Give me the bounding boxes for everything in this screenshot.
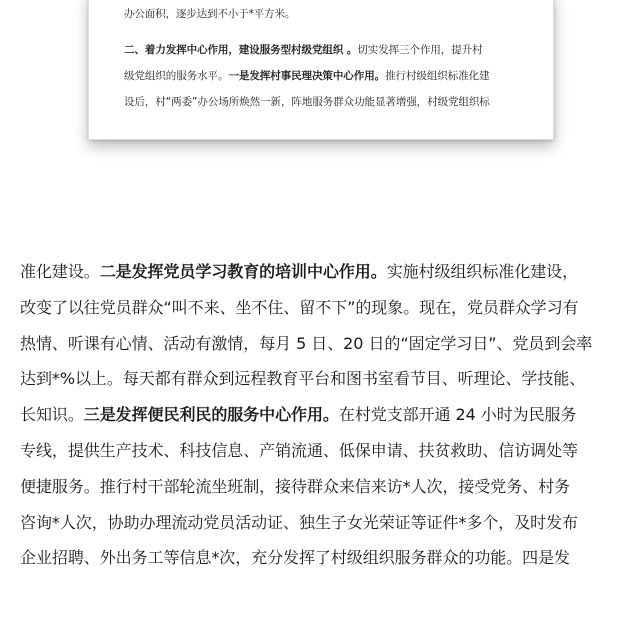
preview-bold-phrase: 一是发挥村事民理决策中心作用。 (228, 70, 386, 82)
preview-paragraph-gap (124, 27, 524, 37)
bold-phrase: 三是发挥便民利民的服务中心作用。 (83, 405, 339, 425)
bold-phrase: 二是发挥党员学习教育的培训中心作用。 (99, 262, 387, 281)
preview-text-run: 推行村级组织标准化建 (385, 70, 490, 82)
body-line-6 (20, 433, 628, 469)
text-run: 专线，提供生产技术、科技信息、产销流通、低保申请、扶贫救助、信访调处等 (20, 440, 579, 460)
preview-line-1 (124, 1, 524, 27)
body-line-5 (20, 397, 628, 433)
text-run: 便捷服务。推行村干部轮流坐班制，接待群众来信来访*人次，接受党务、村务 (20, 476, 571, 496)
text-run: 咨询*人次，协助办理流动党员活动证、独生子女光荣证等证件*多个，及时发布 (20, 512, 579, 532)
text-run: 企业招聘、外出务工等信息*次，充分发挥了村级组织服务群众的功能。四是发 (20, 548, 571, 568)
body-line-8 (20, 505, 628, 541)
text-run: 在村党支部开通 24 小时为民服务 (338, 405, 577, 425)
preview-line-2 (124, 37, 524, 63)
preview-line-4 (124, 89, 524, 115)
text-run: 热情、听课有心情、活动有激情，每月 5 日、20 日的“固定学习日”、党员到会率 (20, 333, 593, 353)
text-run: 实施村级组织标准化建设， (386, 262, 579, 281)
body-line-2 (20, 290, 628, 326)
text-run: 改变了以往党员群众“叫不来、坐不住、留不下”的现象。现在，党员群众学习有 (20, 297, 579, 317)
preview-text (124, 1, 524, 115)
body-line-1 (20, 254, 628, 290)
preview-text-run: 级党组织的服务水平。 (124, 70, 229, 82)
document-preview-card (88, 0, 554, 140)
body-line-9 (20, 540, 628, 576)
text-run: 长知识。 (20, 405, 84, 425)
preview-section-heading: 二、着力发挥中心作用，建设服务型村级党组织 。 (124, 44, 358, 56)
body-line-7 (20, 469, 628, 505)
preview-text-run: 设后，村“两委”办公场所焕然一新，阵地服务群众功能显著增强，村级党组织标 (124, 96, 490, 108)
preview-text-run: 切实发挥三个作用，提升村 (357, 44, 483, 56)
preview-text-run: 办公面积，逐步达到不小于*平方米。 (124, 8, 296, 20)
text-run: 达到*%以上。每天都有群众到远程教育平台和图书室看节目、听理论、学技能、 (20, 369, 586, 389)
preview-line-3 (124, 63, 524, 89)
body-line-4 (20, 361, 628, 397)
body-line-3 (20, 326, 628, 362)
text-run: 准化建设。 (20, 262, 100, 281)
main-paragraph (20, 254, 628, 576)
